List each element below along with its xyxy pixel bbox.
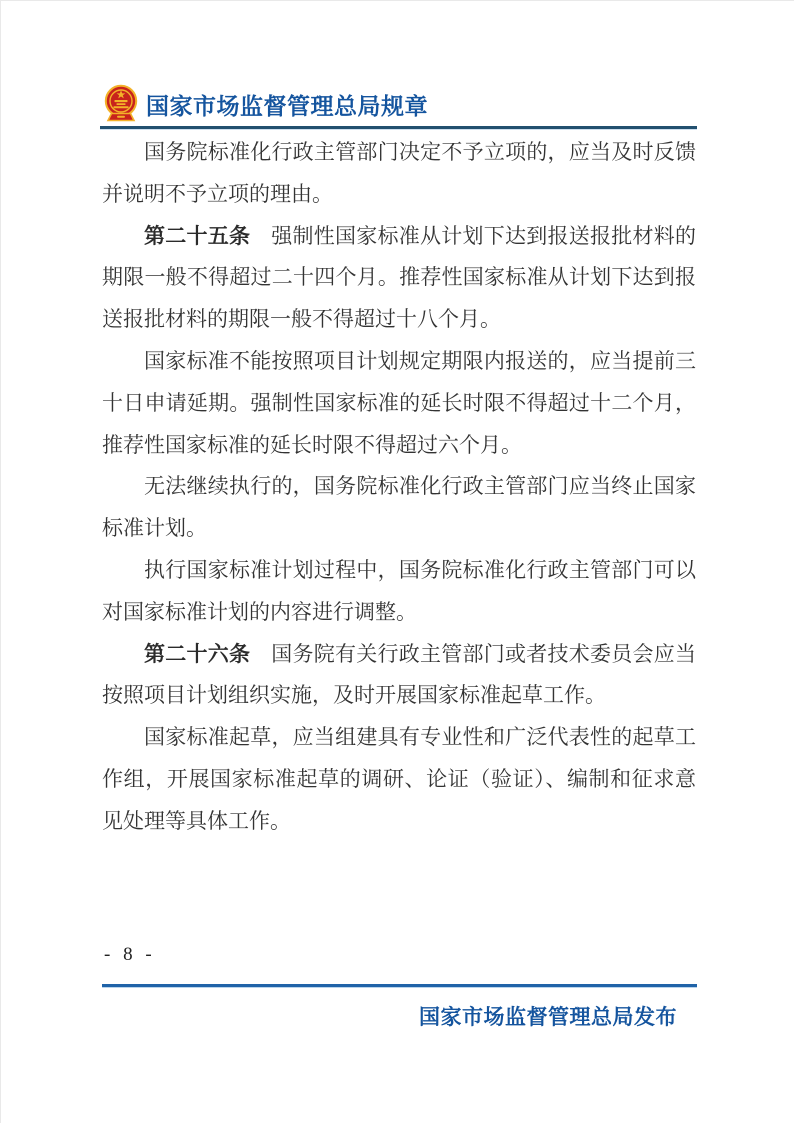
paragraph-text: 无法继续执行的，国务院标准化行政主管部门应当终止国家标准计划。 — [102, 474, 696, 541]
paragraph-text: 执行国家标准计划过程中，国务院标准化行政主管部门可以对国家标准计划的内容进行调整。 — [102, 557, 696, 624]
paragraph — [102, 717, 696, 842]
page-title: 国家市场监督管理总局规章 — [146, 93, 428, 119]
paragraph-text: 国务院有关行政主管部门或者技术委员会应当按照项目计划组织实施，及时开展国家标准起草工作。 — [102, 641, 696, 708]
paragraph-text: 国务院标准化行政主管部门决定不予立项的，应当及时反馈并说明不予立项的理由。 — [102, 140, 696, 206]
paragraph — [102, 634, 696, 718]
page-number: - 8 - — [104, 944, 156, 965]
page-header — [101, 84, 428, 125]
paragraph-text: 国家标准起草，应当组建具有专业性和广泛代表性的起草工作组，开展国家标准起草的调研、论证（验证）、编制和征求意见处理等具体工作。 — [102, 725, 696, 833]
paragraph-text: 强制性国家标准从计划下达到报送报批材料的期限一般不得超过二十四个月。推荐性国家标准从计划下达到报送报批材料的期限一般不得超过十八个月。 — [102, 223, 696, 332]
article-number: 第二十五条 — [144, 224, 251, 248]
china-national-emblem-icon — [101, 84, 141, 125]
paragraph — [102, 466, 696, 550]
footer-rule — [102, 984, 697, 988]
article-number: 第二十六条 — [144, 642, 251, 666]
paragraph — [102, 341, 696, 466]
paragraph — [102, 216, 696, 341]
paragraph — [102, 550, 696, 634]
publisher-line: 国家市场监督管理总局发布 — [419, 1006, 677, 1029]
paragraph-text: 国家标准不能按照项目计划规定期限内报送的，应当提前三十日申请延期。强制性国家标准的延长时限不得超过十二个月，推荐性国家标准的延长时限不得超过六个月。 — [102, 348, 696, 457]
document-body — [102, 132, 696, 843]
header-rule — [100, 126, 697, 130]
paragraph — [102, 132, 696, 216]
